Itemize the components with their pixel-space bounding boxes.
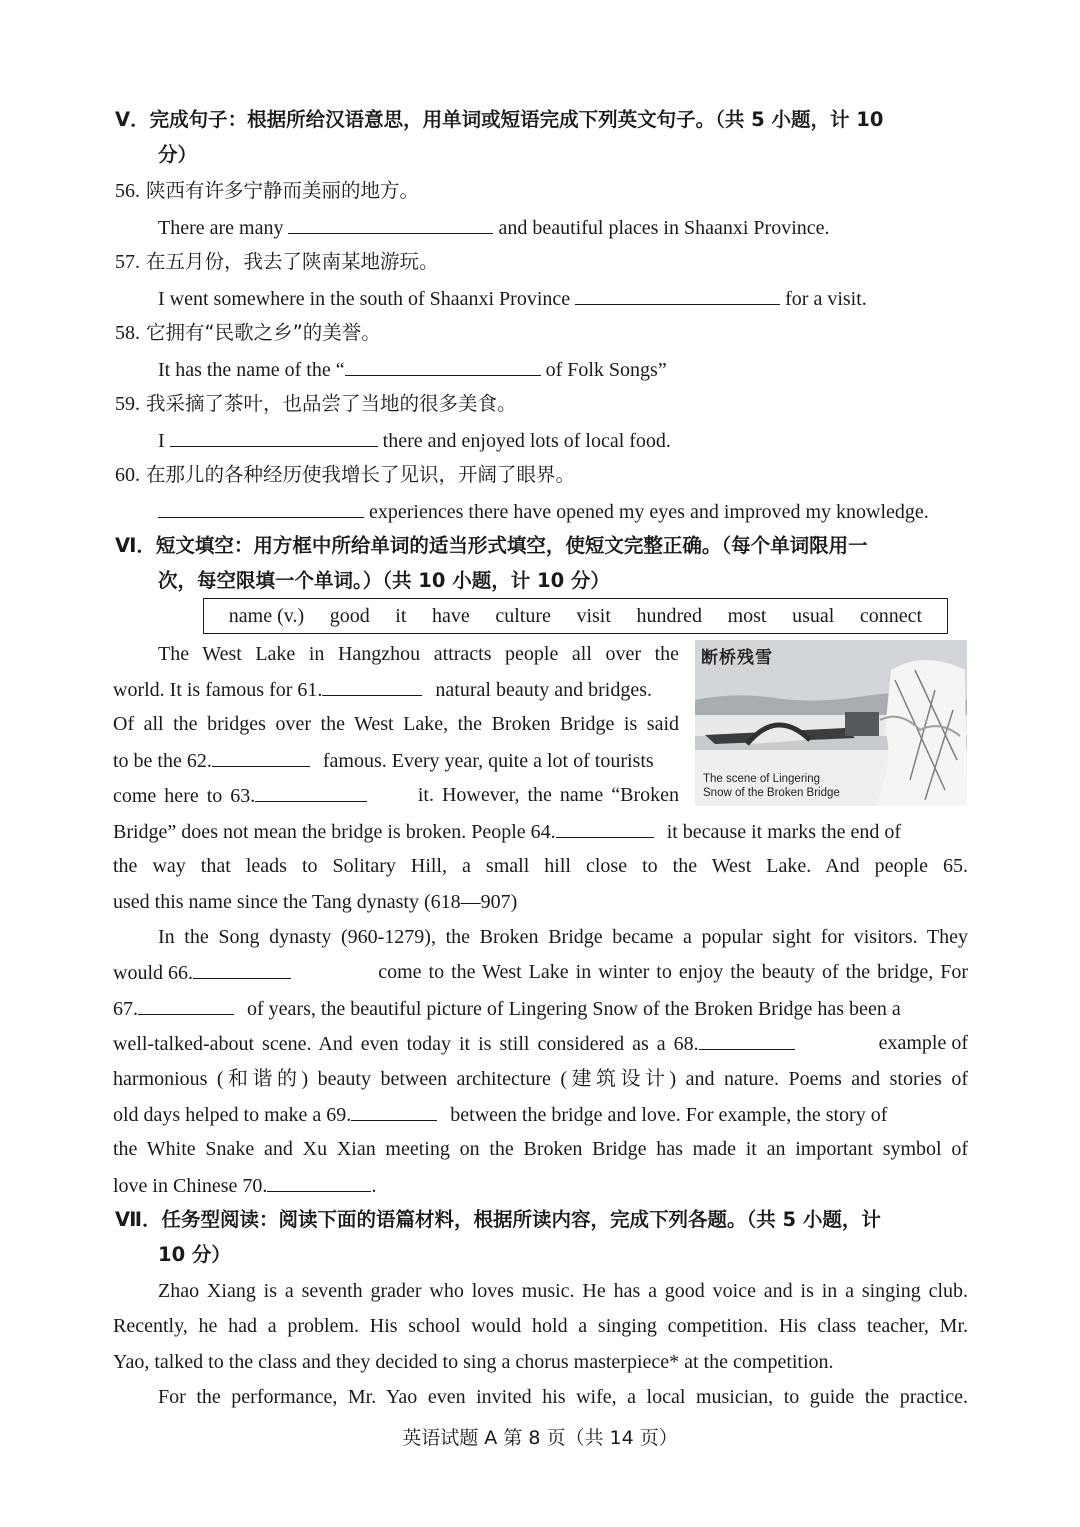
- word-bank-item: culture: [495, 605, 551, 627]
- q56-sentence: There are many and beautiful places in Shaanxi Province.: [158, 217, 830, 239]
- blank-64[interactable]: [556, 819, 654, 838]
- q56-prompt: 56. 陕西有许多宁静而美丽的地方。: [115, 179, 420, 202]
- q58-blank[interactable]: [345, 357, 541, 376]
- q60-prompt: 60. 在那儿的各种经历使我增长了见识，开阔了眼界。: [115, 463, 576, 486]
- passage-line: the way that leads to Solitary Hill, a small hill close to the West Lake. And people 65.: [113, 855, 968, 877]
- blank-62[interactable]: [212, 748, 310, 767]
- blank-67[interactable]: [138, 996, 234, 1015]
- section5-header: Ⅴ．完成句子：根据所给汉语意思，用单词或短语完成下列英文句子。（共 5 小题，计 10: [115, 108, 884, 131]
- passage-line: come here to 63. it. However, the name “Broken: [113, 784, 679, 807]
- section7-header: Ⅶ．任务型阅读：阅读下面的语篇材料，根据所读内容，完成下列各题。（共 5 小题，计: [115, 1208, 881, 1231]
- passage-line: Of all the bridges over the West Lake, the Broken Bridge is said: [113, 713, 679, 735]
- q57-prompt: 57. 在五月份，我去了陕南某地游玩。: [115, 250, 439, 273]
- word-bank-box: [203, 598, 948, 634]
- passage-line: Bridge” does not mean the bridge is broken. People 64. it because it marks the end of: [113, 821, 902, 843]
- section6-header-cont: 次，每空限填一个单词。）（共 10 小题，计 10 分）: [158, 569, 610, 592]
- q60-sentence: experiences there have opened my eyes and improved my knowledge.: [158, 499, 929, 524]
- word-bank-item: visit: [576, 605, 611, 627]
- q56-blank[interactable]: [288, 215, 493, 234]
- word-bank-item: have: [431, 605, 470, 627]
- reading-line: Zhao Xiang is a seventh grader who loves music. He has a good voice and is in a singing club.: [158, 1280, 968, 1302]
- word-bank-item: it: [395, 605, 407, 627]
- q58-prompt: 58. 它拥有“民歌之乡”的美誉。: [115, 321, 381, 344]
- word-bank-item: connect: [859, 605, 923, 627]
- passage-line: used this name since the Tang dynasty (618—907): [113, 891, 518, 913]
- q57-sentence: I went somewhere in the south of Shaanxi Province for a visit.: [158, 288, 867, 310]
- section5-header-cont: 分）: [158, 143, 198, 166]
- passage-line: well-talked-about scene. And even today it is still considered as a 68. example of: [113, 1032, 968, 1055]
- q59-blank[interactable]: [170, 428, 378, 447]
- q58-sentence: It has the name of the “ of Folk Songs”: [158, 359, 667, 381]
- word-bank-item: hundred: [636, 605, 703, 627]
- passage-line: 67. of years, the beautiful picture of Lingering Snow of the Broken Bridge has been a: [113, 998, 901, 1020]
- photo-title: 断桥残雪: [701, 648, 773, 668]
- passage-line: would 66. come to the West Lake in winter to enjoy the beauty of the bridge, For: [113, 961, 968, 984]
- q59-sentence: I there and enjoyed lots of local food.: [158, 430, 671, 452]
- passage-line: harmonious (和谐的) beauty between architecture (建筑设计) and nature. Poems and stories of: [113, 1068, 968, 1090]
- passage-line: The West Lake in Hangzhou attracts people all over the: [158, 643, 679, 665]
- word-bank-item: usual: [792, 605, 835, 627]
- q57-blank[interactable]: [575, 286, 780, 305]
- section6-header: Ⅵ．短文填空：用方框中所给单词的适当形式填空，使短文完整正确。（每个单词限用一: [115, 534, 868, 557]
- q59-prompt: 59. 我采摘了茶叶，也品尝了当地的很多美食。: [115, 392, 517, 415]
- blank-61[interactable]: [322, 677, 422, 696]
- blank-68[interactable]: [699, 1031, 795, 1050]
- reading-line: Yao, talked to the class and they decided to sing a chorus masterpiece* at the competition.: [113, 1351, 834, 1373]
- page-footer: 英语试题 A 第 8 页（共 14 页）: [402, 1427, 678, 1449]
- word-bank-item: name (v.): [228, 605, 305, 627]
- photo-caption: The scene of Lingering Snow of the Broken Bridge: [703, 773, 840, 799]
- blank-69[interactable]: [351, 1102, 437, 1121]
- reading-line: For the performance, Mr. Yao even invited his wife, a local musician, to guide the practice.: [158, 1386, 968, 1408]
- broken-bridge-photo: [695, 640, 967, 806]
- q60-blank[interactable]: [158, 499, 364, 518]
- reading-line: Recently, he had a problem. His school would hold a singing competition. His class teacher, Mr.: [113, 1315, 968, 1337]
- blank-66[interactable]: [193, 960, 291, 979]
- passage-line: old days helped to make a 69. between the bridge and love. For example, the story of: [113, 1104, 888, 1126]
- word-bank-item: good: [329, 605, 370, 627]
- blank-70[interactable]: [267, 1173, 371, 1192]
- passage-line: world. It is famous for 61. natural beauty and bridges.: [113, 679, 653, 701]
- passage-line: love in Chinese 70. .: [113, 1175, 377, 1197]
- passage-line: In the Song dynasty (960-1279), the Broken Bridge became a popular sight for visitors. They: [158, 926, 968, 948]
- word-bank-item: most: [727, 605, 767, 627]
- section7-header-cont: 10 分）: [158, 1243, 231, 1266]
- passage-line: to be the 62. famous. Every year, quite a lot of tourists: [113, 750, 654, 772]
- passage-line: the White Snake and Xu Xian meeting on the Broken Bridge has made it an important symbol of: [113, 1138, 968, 1160]
- blank-63[interactable]: [255, 783, 367, 802]
